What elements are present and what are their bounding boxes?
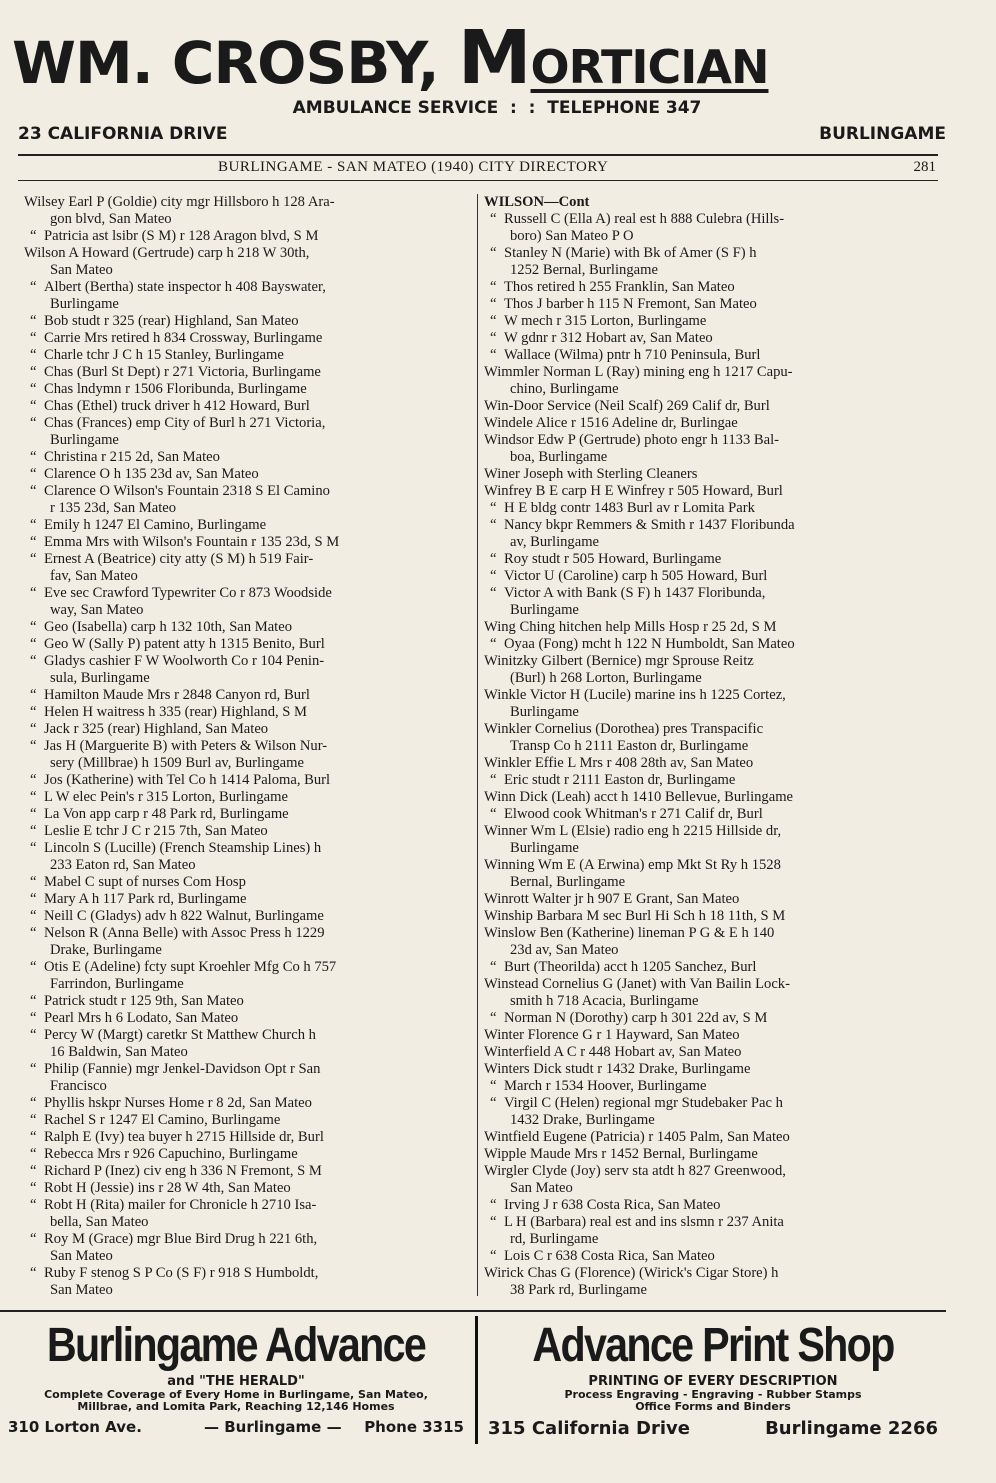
- ad-services: AMBULANCE SERVICE : : TELEPHONE 347: [292, 98, 702, 118]
- directory-entry: “ La Von app carp r 48 Park rd, Burlingame: [24, 806, 470, 823]
- directory-entry: “ Patrick studt r 125 9th, San Mateo: [24, 993, 470, 1010]
- directory-entry: “ Russell C (Ella A) real est h 888 Culebra (Hills-: [484, 211, 938, 228]
- directory-entry-continuation: chino, Burlingame: [510, 381, 619, 397]
- directory-entry-continuation: bella, San Mateo: [50, 1214, 149, 1230]
- left-column: [24, 194, 470, 1299]
- directory-entry-continuation: r 135 23d, San Mateo: [50, 500, 177, 516]
- print-shop-ad: [484, 1318, 942, 1439]
- directory-entry-continuation: Burlingame: [50, 296, 119, 312]
- directory-entry: Wirick Chas G (Florence) (Wirick's Cigar Store) h: [484, 1265, 779, 1281]
- directory-entry: “ Geo (Isabella) carp h 132 10th, San Mateo: [24, 619, 470, 636]
- directory-entry-continuation: 38 Park rd, Burlingame: [510, 1282, 647, 1298]
- page-number: 281: [913, 159, 936, 175]
- directory-entry-continuation: Burlingame: [510, 602, 579, 618]
- print-shop-name: Advance Print Shop: [532, 1319, 894, 1372]
- ad-name: WM. CROSBY,: [12, 29, 458, 97]
- directory-entry: “ Thos J barber h 115 N Fremont, San Mateo: [484, 296, 938, 313]
- running-head-rule: [18, 180, 938, 181]
- directory-entry: “ Norman N (Dorothy) carp h 301 22d av, S M: [484, 1010, 938, 1027]
- footer-rule: [0, 1310, 946, 1312]
- directory-entry-continuation: smith h 718 Acacia, Burlingame: [510, 993, 699, 1009]
- running-head: [18, 158, 938, 178]
- header-rule: [18, 154, 938, 156]
- directory-entry: “ Geo W (Sally P) patent atty h 1315 Benito, Burl: [24, 636, 470, 653]
- directory-entry-continuation: 23d av, San Mateo: [510, 942, 619, 958]
- directory-entry: “ Nelson R (Anna Belle) with Assoc Press h 1229: [24, 925, 470, 942]
- directory-entry: Winning Wm E (A Erwina) emp Mkt St Ry h 1528: [484, 857, 781, 873]
- directory-entry: “ Stanley N (Marie) with Bk of Amer (S F) h: [484, 245, 938, 262]
- advance-line1: and "THE HERALD": [167, 1374, 305, 1389]
- directory-entry: Wilson A Howard (Gertrude) carp h 218 W 30th,: [24, 245, 310, 261]
- ad-name-rest: ORTICIAN: [530, 40, 769, 94]
- directory-entry: “ Charle tchr J C h 15 Stanley, Burlingame: [24, 347, 470, 364]
- directory-entry-continuation: fav, San Mateo: [50, 568, 138, 584]
- directory-entry: “ Thos retired h 255 Franklin, San Mateo: [484, 279, 938, 296]
- directory-entry-continuation: Transp Co h 2111 Easton dr, Burlingame: [510, 738, 749, 754]
- directory-entry-continuation: (Burl) h 268 Lorton, Burlingame: [510, 670, 702, 686]
- directory-entry: Windsor Edw P (Gertrude) photo engr h 1133 Bal-: [484, 432, 780, 448]
- directory-entry: Wing Ching hitchen help Mills Hosp r 25 2d, S M: [484, 619, 777, 635]
- directory-entry: “ Virgil C (Helen) regional mgr Studebaker Pac h: [484, 1095, 938, 1112]
- directory-entry: “ Mary A h 117 Park rd, Burlingame: [24, 891, 470, 908]
- directory-entry: “ Lincoln S (Lucille) (French Steamship Lines) h: [24, 840, 470, 857]
- burlingame-advance-ad: [4, 1318, 468, 1436]
- directory-entry: “ Gladys cashier F W Woolworth Co r 104 Penin-: [24, 653, 470, 670]
- directory-entry: Winkle Victor H (Lucile) marine ins h 1225 Cortez,: [484, 687, 786, 703]
- directory-entry-continuation: 233 Eaton rd, San Mateo: [50, 857, 196, 873]
- directory-entry-continuation: 1252 Bernal, Burlingame: [510, 262, 658, 278]
- directory-entry: Winters Dick studt r 1432 Drake, Burlingame: [484, 1061, 751, 1077]
- directory-entry-continuation: San Mateo: [50, 262, 113, 278]
- directory-entry: “ Emma Mrs with Wilson's Fountain r 135 23d, S M: [24, 534, 470, 551]
- directory-entry: Wintfield Eugene (Patricia) r 1405 Palm, San Mateo: [484, 1129, 790, 1145]
- directory-entry: “ Chas (Burl St Dept) r 271 Victoria, Burlingame: [24, 364, 470, 381]
- directory-entry: “ Neill C (Gladys) adv h 822 Walnut, Burlingame: [24, 908, 470, 925]
- directory-entry: “ Rachel S r 1247 El Camino, Burlingame: [24, 1112, 470, 1129]
- directory-entry: “ Wallace (Wilma) pntr h 710 Peninsula, Burl: [484, 347, 938, 364]
- directory-entry: Winfrey B E carp H E Winfrey r 505 Howard, Burl: [484, 483, 783, 499]
- directory-entry: “ Clarence O h 135 23d av, San Mateo: [24, 466, 470, 483]
- directory-entry: “ Christina r 215 2d, San Mateo: [24, 449, 470, 466]
- directory-entry: “ Phyllis hskpr Nurses Home r 8 2d, San Mateo: [24, 1095, 470, 1112]
- directory-entry: Wirgler Clyde (Joy) serv sta atdt h 827 Greenwood,: [484, 1163, 786, 1179]
- directory-entry: “ Albert (Bertha) state inspector h 408 Bayswater,: [24, 279, 470, 296]
- right-column: [484, 194, 938, 1299]
- directory-entry-continuation: Burlingame: [50, 432, 119, 448]
- directory-entry: “ Clarence O Wilson's Fountain 2318 S El Camino: [24, 483, 470, 500]
- directory-entry: Winter Florence G r 1 Hayward, San Mateo: [484, 1027, 740, 1043]
- directory-entry: Winrott Walter jr h 907 E Grant, San Mateo: [484, 891, 740, 907]
- advance-name: Burlingame Advance: [46, 1319, 426, 1372]
- directory-entry: “ H E bldg contr 1483 Burl av r Lomita Park: [484, 500, 938, 517]
- directory-entry: Winer Joseph with Sterling Cleaners: [484, 466, 698, 482]
- directory-entry-continuation: gon blvd, San Mateo: [50, 211, 172, 227]
- directory-entry: “ Leslie E tchr J C r 215 7th, San Mateo: [24, 823, 470, 840]
- directory-entry: Win-Door Service (Neil Scalf) 269 Calif dr, Burl: [484, 398, 770, 414]
- directory-entry: “ W gdnr r 312 Hobart av, San Mateo: [484, 330, 938, 347]
- ad-address: 23 CALIFORNIA DRIVE: [18, 124, 228, 144]
- directory-entry-continuation: boa, Burlingame: [510, 449, 608, 465]
- directory-entry: “ Lois C r 638 Costa Rica, San Mateo: [484, 1248, 938, 1265]
- advance-line2: Complete Coverage of Every Home in Burlingame, San Mateo,: [44, 1388, 428, 1401]
- directory-entry: “ Mabel C supt of nurses Com Hosp: [24, 874, 470, 891]
- directory-entry-continuation: Burlingame: [510, 840, 579, 856]
- directory-entry: Winterfield A C r 448 Hobart av, San Mateo: [484, 1044, 742, 1060]
- directory-entry-continuation: San Mateo: [510, 1180, 573, 1196]
- directory-entry: Winkler Effie L Mrs r 408 28th av, San Mateo: [484, 755, 754, 771]
- directory-entry: “ L H (Barbara) real est and ins slsmn r 237 Anita: [484, 1214, 938, 1231]
- advance-line3: Millbrae, and Lomita Park, Reaching 12,146 Homes: [77, 1400, 395, 1413]
- section-heading: WILSON—Cont: [484, 194, 590, 210]
- directory-entry-continuation: San Mateo: [50, 1248, 113, 1264]
- crosby-mortician-ad: [12, 15, 946, 148]
- directory-entry: “ Pearl Mrs h 6 Lodato, San Mateo: [24, 1010, 470, 1027]
- directory-entry-continuation: Burlingame: [510, 704, 579, 720]
- directory-entry: “ Carrie Mrs retired h 834 Crossway, Burlingame: [24, 330, 470, 347]
- directory-entry: “ Ernest A (Beatrice) city atty (S M) h 519 Fair-: [24, 551, 470, 568]
- directory-entry-continuation: Francisco: [50, 1078, 107, 1094]
- directory-entry-continuation: 16 Baldwin, San Mateo: [50, 1044, 188, 1060]
- directory-entry: “ Percy W (Margt) caretkr St Matthew Church h: [24, 1027, 470, 1044]
- directory-entry: Wimmler Norman L (Ray) mining eng h 1217 Capu-: [484, 364, 793, 380]
- directory-entry-continuation: sula, Burlingame: [50, 670, 150, 686]
- directory-entry: “ W mech r 315 Lorton, Burlingame: [484, 313, 938, 330]
- directory-entry: “ Jas H (Marguerite B) with Peters & Wilson Nur-: [24, 738, 470, 755]
- print-shop-line1: PRINTING OF EVERY DESCRIPTION: [588, 1374, 838, 1389]
- directory-entry: Winitzky Gilbert (Bernice) mgr Sprouse Reitz: [484, 653, 754, 669]
- directory-entry-continuation: San Mateo: [50, 1282, 113, 1298]
- directory-entry: “ Eric studt r 2111 Easton dr, Burlingame: [484, 772, 938, 789]
- directory-entry: “ Jack r 325 (rear) Highland, San Mateo: [24, 721, 470, 738]
- directory-entry: “ Ruby F stenog S P Co (S F) r 918 S Humboldt,: [24, 1265, 470, 1282]
- directory-entry: “ Chas (Ethel) truck driver h 412 Howard, Burl: [24, 398, 470, 415]
- ad-divider: [475, 1316, 478, 1444]
- ad-headline: [12, 15, 942, 101]
- directory-entry: “ Elwood cook Whitman's r 271 Calif dr, Burl: [484, 806, 938, 823]
- directory-entry: “ Rebecca Mrs r 926 Capuchino, Burlingame: [24, 1146, 470, 1163]
- advance-contact: [4, 1418, 468, 1440]
- directory-entry-continuation: Drake, Burlingame: [50, 942, 162, 958]
- directory-entry: Windele Alice r 1516 Adeline dr, Burlingae: [484, 415, 738, 431]
- directory-entry: “ Hamilton Maude Mrs r 2848 Canyon rd, Burl: [24, 687, 470, 704]
- ad-city: BURLINGAME: [819, 124, 946, 144]
- print-shop-contact: [484, 1418, 942, 1440]
- advance-city: — Burlingame —: [204, 1418, 342, 1436]
- directory-entry: “ Oyaa (Fong) mcht h 122 N Humboldt, San Mateo: [484, 636, 938, 653]
- directory-entry: “ L W elec Pein's r 315 Lorton, Burlingame: [24, 789, 470, 806]
- advance-phone: Phone 3315: [364, 1418, 464, 1436]
- directory-entry: “ Ralph E (Ivy) tea buyer h 2715 Hillside dr, Burl: [24, 1129, 470, 1146]
- directory-entry: Winner Wm L (Elsie) radio eng h 2215 Hillside dr,: [484, 823, 782, 839]
- print-shop-phone: Burlingame 2266: [765, 1418, 938, 1439]
- directory-entry: “ Patricia ast lsibr (S M) r 128 Aragon blvd, S M: [24, 228, 470, 245]
- directory-entry-continuation: way, San Mateo: [50, 602, 144, 618]
- column-divider: [477, 194, 478, 1296]
- directory-entry: “ Richard P (Inez) civ eng h 336 N Fremont, S M: [24, 1163, 470, 1180]
- directory-entry: “ Helen H waitress h 335 (rear) Highland, S M: [24, 704, 470, 721]
- directory-entry-continuation: Bernal, Burlingame: [510, 874, 626, 890]
- directory-entry-continuation: Farrindon, Burlingame: [50, 976, 184, 992]
- directory-entry: Winslow Ben (Katherine) lineman P G & E h 140: [484, 925, 775, 941]
- directory-entry: Wipple Maude Mrs r 1452 Bernal, Burlingame: [484, 1146, 758, 1162]
- directory-entry: “ Irving J r 638 Costa Rica, San Mateo: [484, 1197, 938, 1214]
- directory-entry-continuation: av, Burlingame: [510, 534, 600, 550]
- advance-address: 310 Lorton Ave.: [8, 1418, 142, 1436]
- directory-entry: “ Victor A with Bank (S F) h 1437 Floribunda,: [484, 585, 938, 602]
- directory-entry: “ Philip (Fannie) mgr Jenkel-Davidson Opt r San: [24, 1061, 470, 1078]
- print-shop-line3: Office Forms and Binders: [635, 1400, 791, 1413]
- directory-entry-continuation: 1432 Drake, Burlingame: [510, 1112, 655, 1128]
- directory-entry: Winkler Cornelius (Dorothea) pres Transpacific: [484, 721, 764, 737]
- directory-entry: “ Roy M (Grace) mgr Blue Bird Drug h 221 6th,: [24, 1231, 470, 1248]
- print-shop-line2: Process Engraving - Engraving - Rubber Stamps: [564, 1388, 862, 1401]
- directory-entry: “ Jos (Katherine) with Tel Co h 1414 Paloma, Burl: [24, 772, 470, 789]
- directory-entry: “ Robt H (Jessie) ins r 28 W 4th, San Mateo: [24, 1180, 470, 1197]
- directory-entry-continuation: sery (Millbrae) h 1509 Burl av, Burlingame: [50, 755, 304, 771]
- directory-entry: “ Nancy bkpr Remmers & Smith r 1437 Floribunda: [484, 517, 938, 534]
- directory-entry: “ Robt H (Rita) mailer for Chronicle h 2710 Isa-: [24, 1197, 470, 1214]
- print-shop-address: 315 California Drive: [488, 1418, 690, 1439]
- directory-entry: Winship Barbara M sec Burl Hi Sch h 18 11th, S M: [484, 908, 786, 924]
- directory-entry: Wilsey Earl P (Goldie) city mgr Hillsboro h 128 Ara-: [24, 194, 335, 210]
- directory-entry: “ Bob studt r 325 (rear) Highland, San Mateo: [24, 313, 470, 330]
- directory-entry: “ Otis E (Adeline) fcty supt Kroehler Mfg Co h 757: [24, 959, 470, 976]
- directory-entry: “ March r 1534 Hoover, Burlingame: [484, 1078, 938, 1095]
- directory-entry: Winstead Cornelius G (Janet) with Van Bailin Lock-: [484, 976, 790, 992]
- directory-entry: “ Victor U (Caroline) carp h 505 Howard, Burl: [484, 568, 938, 585]
- directory-entry-continuation: rd, Burlingame: [510, 1231, 599, 1247]
- directory-entry: “ Roy studt r 505 Howard, Burlingame: [484, 551, 938, 568]
- directory-title: BURLINGAME - SAN MATEO (1940) CITY DIRECTORY: [218, 159, 609, 175]
- directory-entry: “ Chas (Frances) emp City of Burl h 271 Victoria,: [24, 415, 470, 432]
- ad-name-initial: M: [457, 15, 531, 101]
- directory-entry-continuation: boro) San Mateo P O: [510, 228, 634, 244]
- directory-entry: “ Eve sec Crawford Typewriter Co r 873 Woodside: [24, 585, 470, 602]
- directory-entry: “ Emily h 1247 El Camino, Burlingame: [24, 517, 470, 534]
- directory-entry: “ Burt (Theorilda) acct h 1205 Sanchez, Burl: [484, 959, 938, 976]
- directory-entry: Winn Dick (Leah) acct h 1410 Bellevue, Burlingame: [484, 789, 794, 805]
- directory-entry: “ Chas lndymn r 1506 Floribunda, Burlingame: [24, 381, 470, 398]
